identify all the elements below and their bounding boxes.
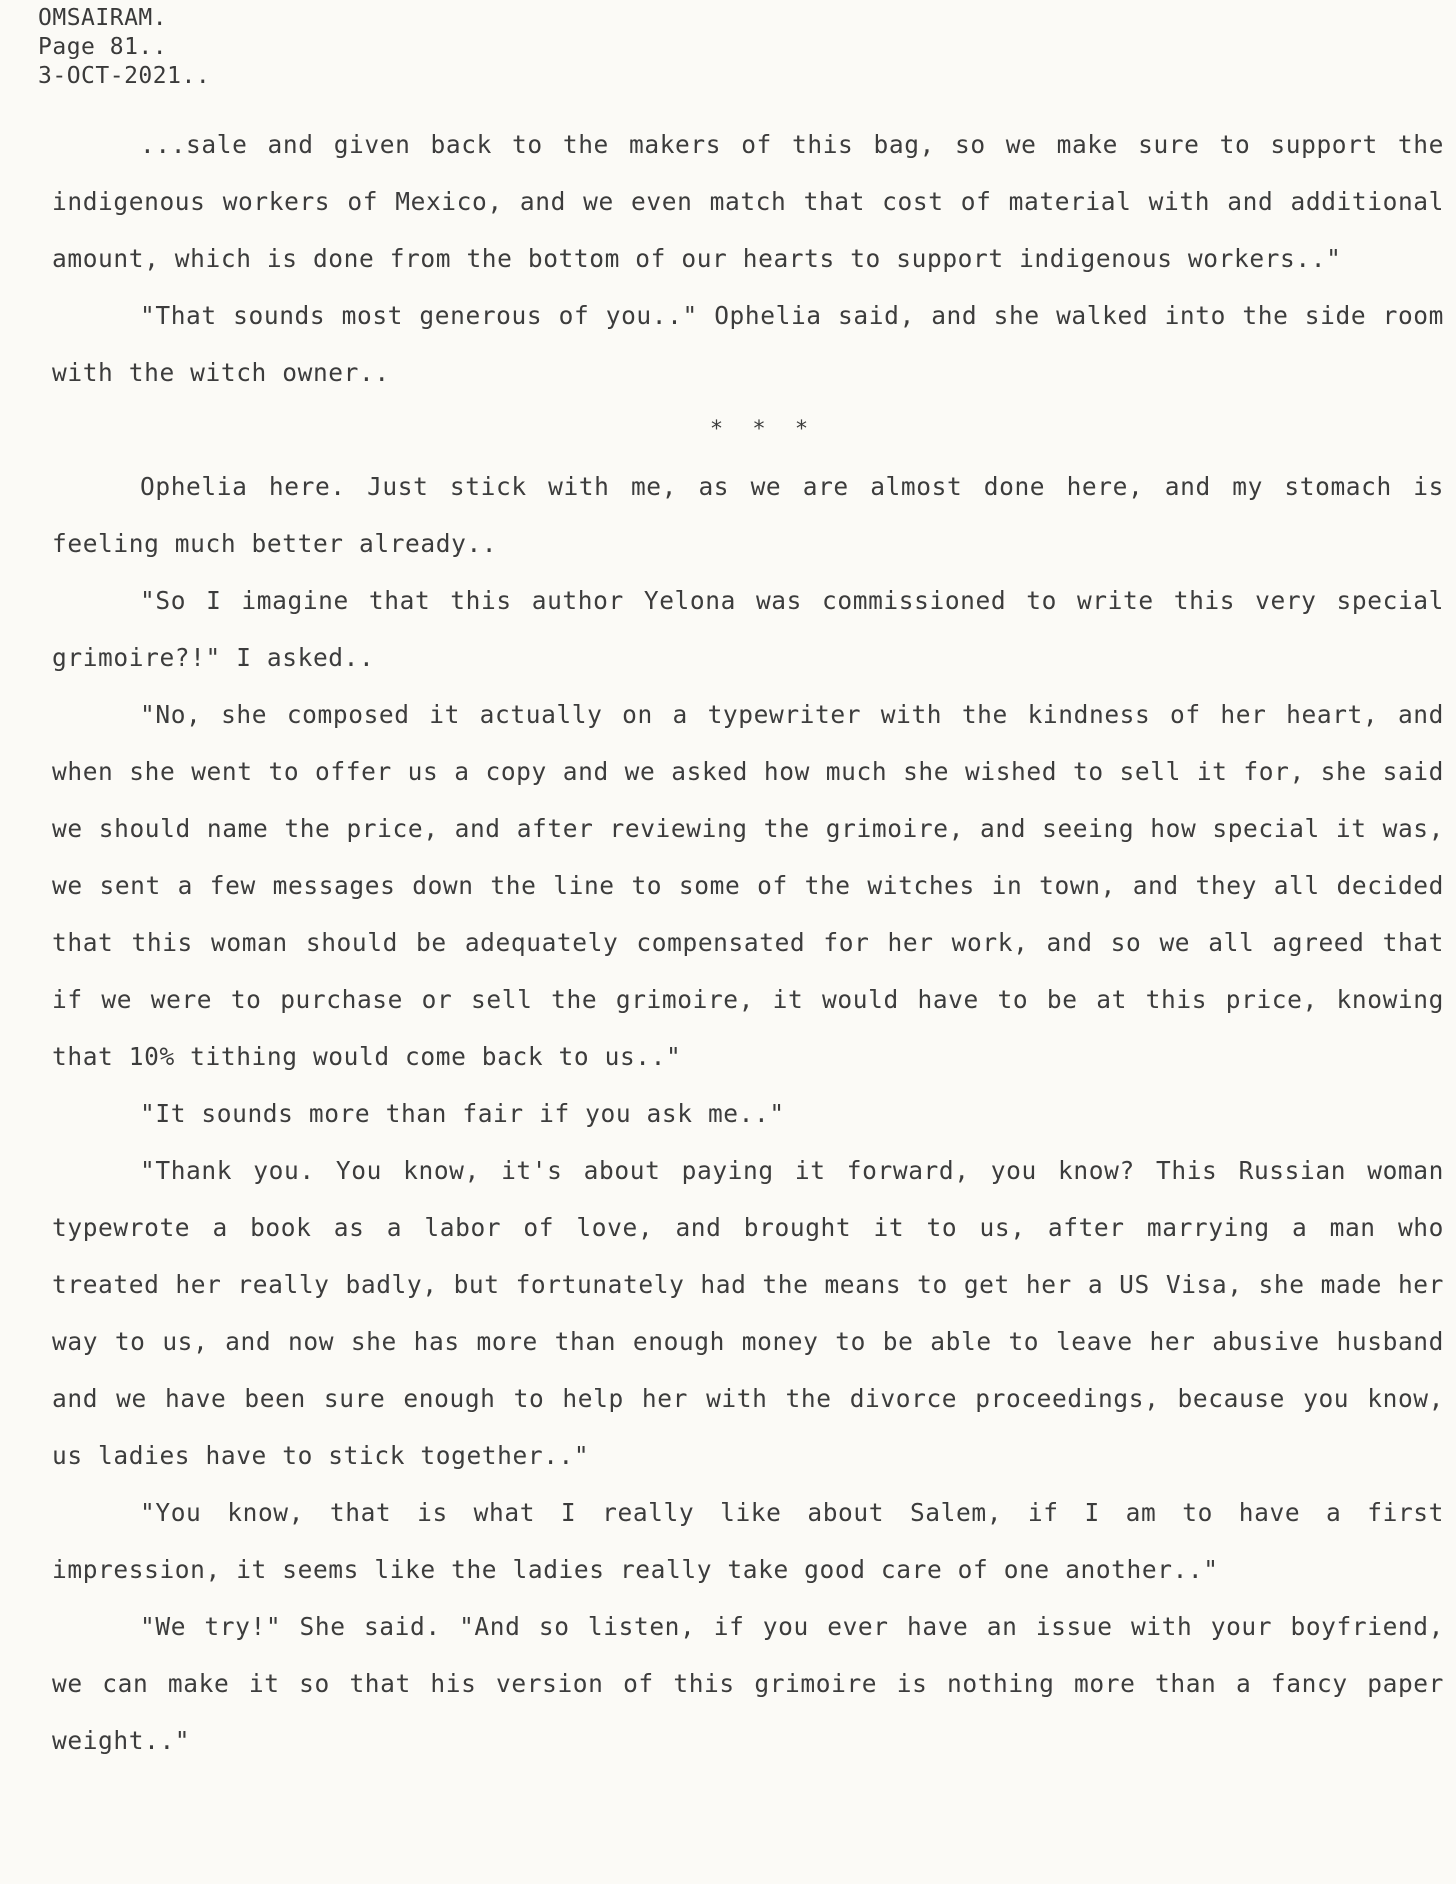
paragraph: "We try!" She said. "And so listen, if you ever have an issue with your boyfriend, we can make it so that his version of this grimoire is nothing more than a fancy paper weight.." [52, 1612, 1444, 1755]
paragraph: "No, she composed it actually on a typewriter with the kindness of her heart, and when she went to offer us a copy and we asked how much she wished to sell it for, she said we should name the price, and after reviewing the grimoire, and seeing how special it was, we sent a few messages down the line to some of the witches in town, and they all decided that this woman should be adequately compensated for her work, and so we all agreed that if we were to purchase or sell the grimoire, it would have to be at this price, knowing that 10% tithing would come back to us.." [52, 700, 1444, 1071]
section-separator: * * * [709, 417, 817, 442]
page-header [38, 4, 210, 91]
paragraph: "You know, that is what I really like about Salem, if I am to have a first impression, it seems like the ladies really take good care of one another.." [52, 1498, 1444, 1584]
paragraph: "That sounds most generous of you.." Ophelia said, and she walked into the side room with the witch owner.. [52, 301, 1444, 387]
paragraph: ...sale and given back to the makers of this bag, so we make sure to support the indigenous workers of Mexico, and we even match that cost of material with and additional amount, which is done from the bottom of our hearts to support indigenous workers.." [52, 130, 1444, 273]
header-date: 3-OCT-2021.. [38, 63, 211, 89]
paragraph: "It sounds more than fair if you ask me.." [140, 1099, 785, 1128]
paragraph: "Thank you. You know, it's about paying it forward, you know? This Russian woman typewrote a book as a labor of love, and brought it to us, after marrying a man who treated her really badly, but fortunately had the means to get her a US Visa, she made her way to us, and now she has more than enough money to be able to leave her abusive husband and we have been sure enough to help her with the divorce proceedings, because you know, us ladies have to stick together.." [52, 1156, 1444, 1470]
page-body [52, 116, 1444, 1769]
paragraph: "So I imagine that this author Yelona was commissioned to write this very special grimoire?!" I asked.. [52, 586, 1444, 672]
header-page-number: Page 81.. [38, 34, 168, 60]
paragraph: Ophelia here. Just stick with me, as we are almost done here, and my stomach is feeling much better already.. [52, 472, 1444, 558]
header-line-1: OMSAIRAM. [38, 5, 168, 31]
